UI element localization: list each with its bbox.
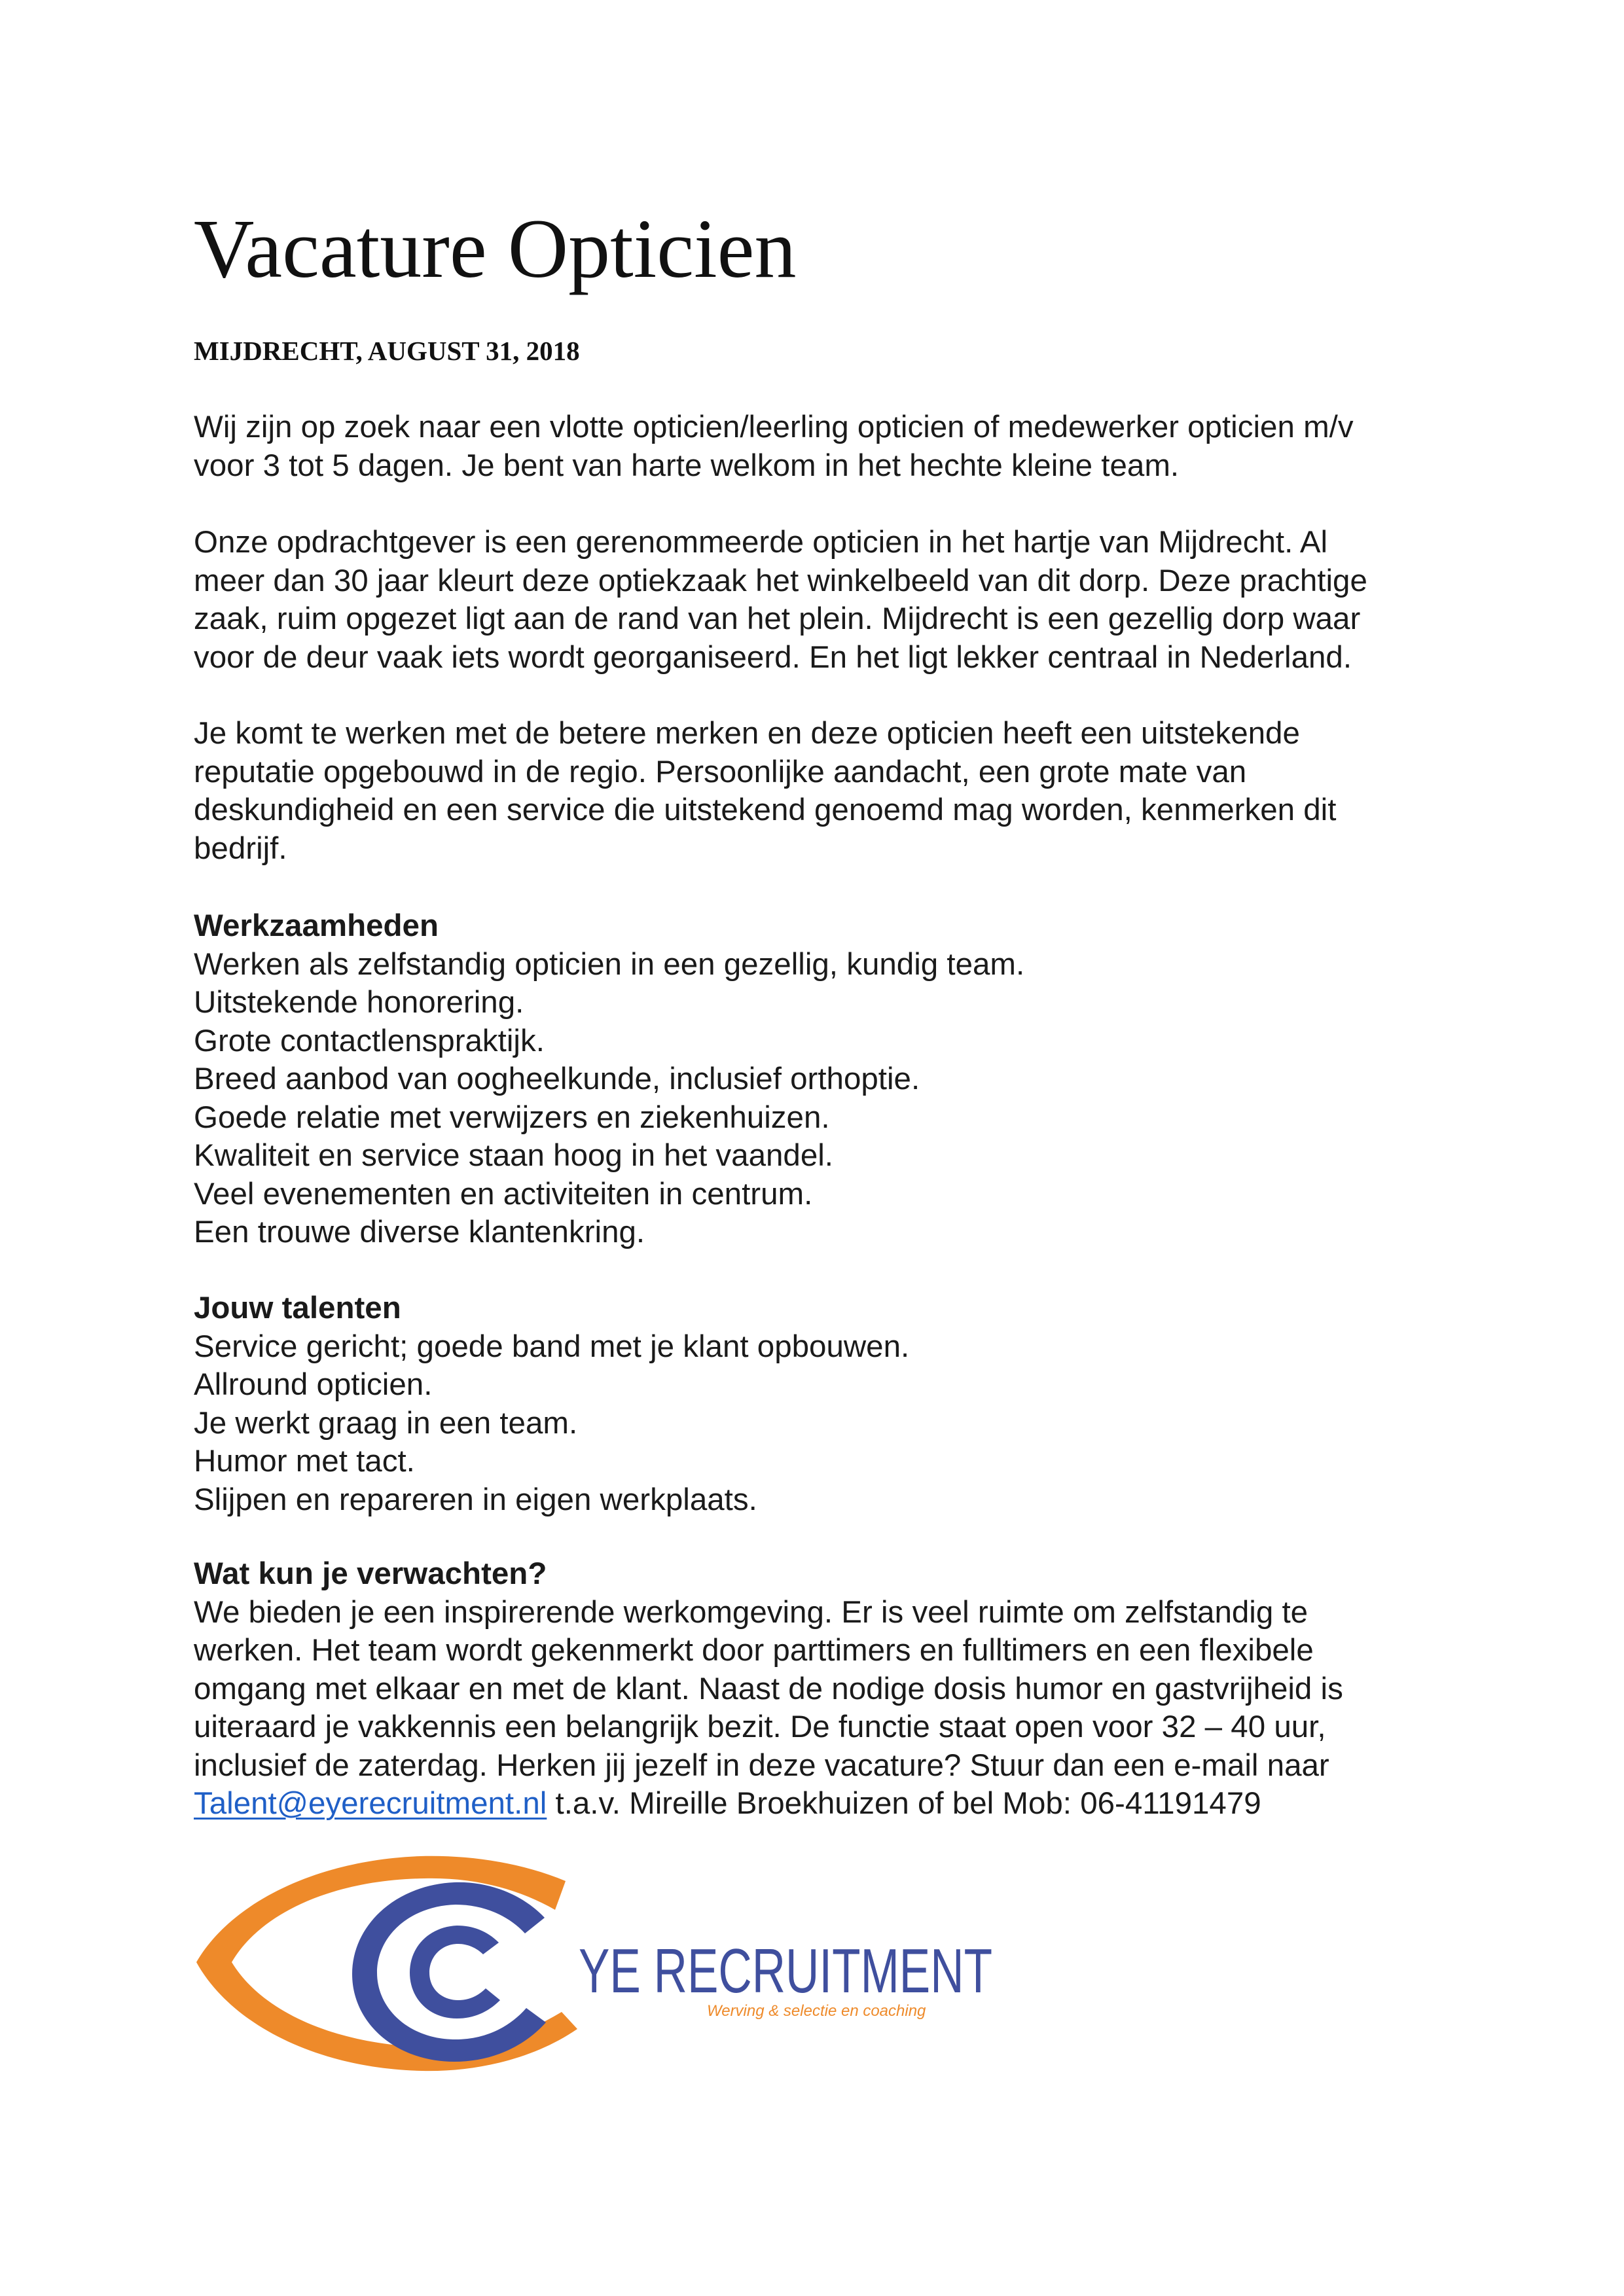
reputation-line: bedrijf. bbox=[194, 831, 287, 866]
list-item: Allround opticien. bbox=[194, 1367, 433, 1402]
intro-line: voor 3 tot 5 dagen. Je bent van harte welkom in het hechte kleine team. bbox=[194, 448, 1180, 483]
reputation-line: Je komt te werken met de betere merken en deze opticien heeft een uitstekende bbox=[194, 716, 1300, 751]
verwachten-line: uiteraard je vakkennis een belangrijk bezit. De functie staat open voor 32 – 40 uur, bbox=[194, 1710, 1326, 1744]
list-item: Grote contactlenspraktijk. bbox=[194, 1023, 545, 1058]
list-item: Slijpen en repareren in eigen werkplaats. bbox=[194, 1482, 757, 1517]
intro-paragraph bbox=[194, 408, 1437, 485]
verwachten-line: We bieden je een inspirerende werkomgeving. Er is veel ruimte om zelfstandig te bbox=[194, 1594, 1308, 1630]
list-item: Veel evenementen en activiteiten in centrum. bbox=[194, 1176, 813, 1211]
logo-tagline: Werving & selectie en coaching bbox=[707, 2002, 926, 2020]
logo-brand-text: YE RECRUITMENT bbox=[579, 1936, 992, 2006]
werkzaamheden-section bbox=[194, 907, 1437, 1252]
verwachten-heading: Wat kun je verwachten? bbox=[194, 1556, 547, 1591]
intro-line: Wij zijn op zoek naar een vlotte opticien/leerling opticien of medewerker opticien m/v bbox=[194, 410, 1354, 444]
list-item: Service gericht; goede band met je klant opbouwen. bbox=[194, 1329, 910, 1364]
verwachten-line: inclusief de zaterdag. Herken jij jezelf in deze vacature? Stuur dan een e-mail naar bbox=[194, 1748, 1329, 1783]
about-line: zaak, ruim opgezet ligt aan de rand van het plein. Mijdrecht is een gezellig dorp waar bbox=[194, 601, 1361, 636]
dateline: MIJDRECHT, AUGUST 31, 2018 bbox=[194, 336, 580, 366]
list-item: Breed aanbod van oogheelkunde, inclusief orthoptie. bbox=[194, 1062, 920, 1096]
about-line: voor de deur vaak iets wordt georganiseerd. En het ligt lekker centraal in Nederland. bbox=[194, 639, 1352, 675]
page-title: Vacature Opticien bbox=[194, 202, 797, 295]
werkzaamheden-heading: Werkzaamheden bbox=[194, 908, 439, 943]
list-item: Uitstekende honorering. bbox=[194, 985, 524, 1020]
contact-line bbox=[194, 1785, 1437, 1823]
reputation-paragraph bbox=[194, 715, 1437, 868]
logo-outer-c bbox=[352, 1882, 546, 2062]
talenten-heading: Jouw talenten bbox=[194, 1291, 401, 1325]
talenten-section bbox=[194, 1289, 1437, 1519]
list-item: Je werkt graag in een team. bbox=[194, 1405, 578, 1441]
list-item: Humor met tact. bbox=[194, 1444, 415, 1479]
list-item: Goede relatie met verwijzers en ziekenhuizen. bbox=[194, 1100, 830, 1135]
about-paragraph bbox=[194, 524, 1437, 677]
reputation-line: reputatie opgebouwd in de regio. Persoonlijke aandacht, een grote mate van bbox=[194, 754, 1247, 789]
logo-inner-c bbox=[410, 1926, 500, 2018]
email-link[interactable]: Talent@eyerecruitment.nl bbox=[194, 1786, 547, 1821]
contact-suffix: t.a.v. Mireille Broekhuizen of bel Mob: 06-41191479 bbox=[547, 1786, 1261, 1821]
verwachten-line: werken. Het team wordt gekenmerkt door parttimers en fulltimers en een flexibele bbox=[194, 1633, 1314, 1668]
reputation-line: deskundigheid en een service die uitstekend genoemd mag worden, kenmerken dit bbox=[194, 793, 1337, 827]
list-item: Een trouwe diverse klantenkring. bbox=[194, 1215, 645, 1249]
verwachten-section bbox=[194, 1555, 1437, 1823]
list-item: Werken als zelfstandig opticien in een gezellig, kundig team. bbox=[194, 946, 1025, 982]
list-item: Kwaliteit en service staan hoog in het vaandel. bbox=[194, 1138, 833, 1173]
eye-recruitment-logo bbox=[191, 1852, 996, 2075]
verwachten-line: omgang met elkaar en met de klant. Naast de nodige dosis humor en gastvrijheid is bbox=[194, 1671, 1343, 1706]
about-line: meer dan 30 jaar kleurt deze optiekzaak het winkelbeeld van dit dorp. Deze prachtige bbox=[194, 563, 1367, 598]
about-line: Onze opdrachtgever is een gerenommeerde opticien in het hartje van Mijdrecht. Al bbox=[194, 525, 1328, 560]
